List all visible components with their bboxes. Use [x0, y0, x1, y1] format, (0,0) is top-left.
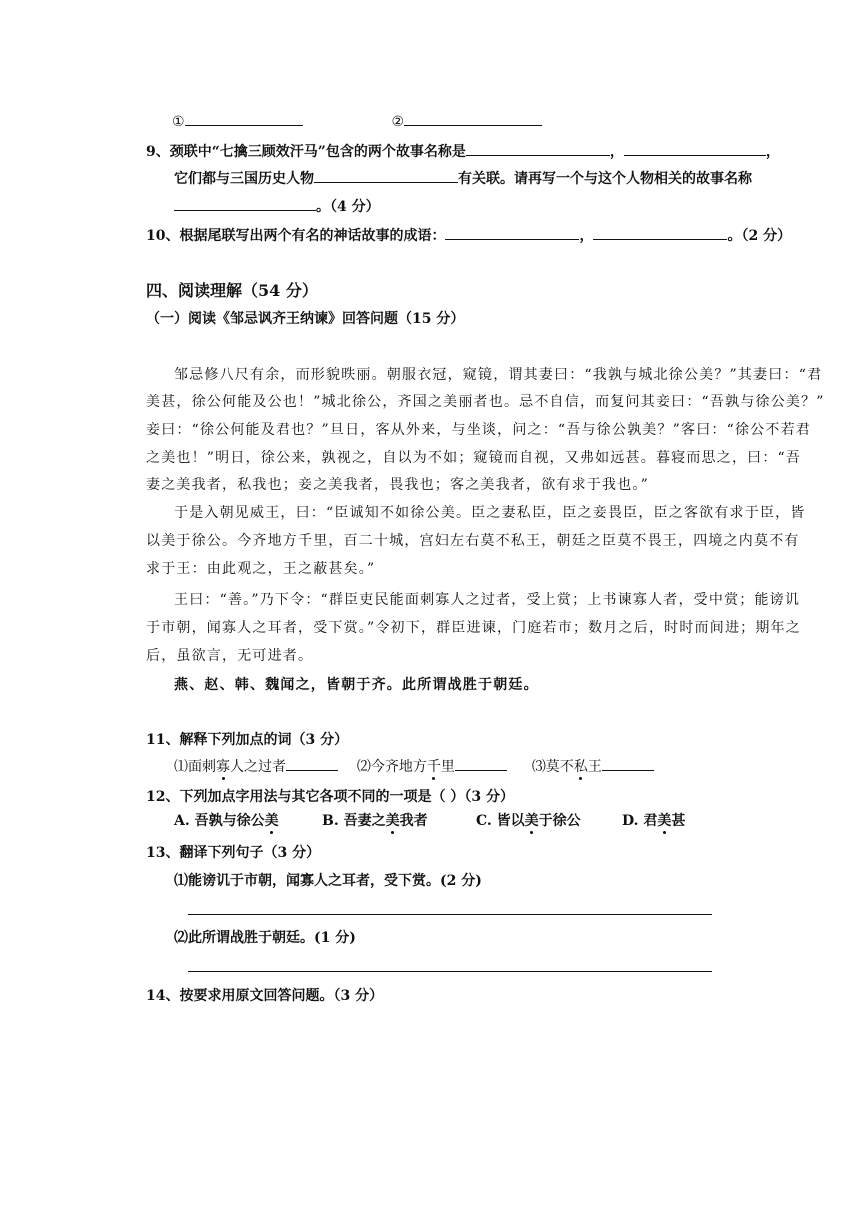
passage-line: 美甚，徐公何能及公也！”城北徐公，齐国之美丽者也。忌不自信，而复问其妾曰：“吾孰与徐公美？”	[146, 394, 825, 410]
passage-line: 王曰：“善。”乃下令：“群臣吏民能面刺寡人之过者，受上赏；上书谏寡人者，受中赏；能谤讥	[174, 592, 801, 608]
q8-answer-row	[172, 110, 542, 132]
q9-blank-person[interactable]	[314, 167, 458, 183]
q13-title: 13、翻译下列句子（3 分）	[146, 845, 321, 861]
q12-option-b-dotted: 美	[385, 813, 400, 829]
q8-marker-2: ②	[391, 114, 405, 130]
q12-option-a[interactable]	[174, 811, 322, 831]
q9-text-a: 它们都与三国历史人物	[174, 171, 314, 187]
q11-items	[174, 755, 654, 777]
q12-option-b[interactable]	[322, 811, 476, 831]
q11-item-2-text: ⑵今齐地方	[356, 759, 427, 775]
q11-blank-1[interactable]	[286, 755, 338, 771]
q9-blank-2[interactable]	[624, 140, 766, 156]
passage-line: 之美也！”明日，徐公来，孰视之，自以为不如；窥镜而自视，又弗如远甚。暮寝而思之，曰：“吾	[146, 450, 802, 466]
passage-line: 妾曰：“徐公何能及君也？”旦日，客从外来，与坐谈，问之：“吾与徐公孰美？”客曰：“徐公不若君	[146, 422, 811, 438]
q9-text-b: 有关联。请再写一个与这个人物相关的故事名称	[458, 171, 752, 187]
passage-line: 于市朝，闻寡人之耳者，受下赏。”令初下，群臣进谏，门庭若市；数月之后，时时而间进；期年之	[146, 620, 801, 636]
q9-blank-1[interactable]	[466, 140, 610, 156]
q9-comma: ，	[609, 144, 624, 160]
q9-score: 。（4 分）	[316, 199, 380, 215]
q12-option-c-text: C. 皆以	[476, 813, 525, 829]
q8-blank-2[interactable]	[404, 110, 542, 126]
q9-line-2	[174, 167, 752, 189]
q11-item-1-dotted: 寡	[216, 759, 230, 775]
q9-blank-story[interactable]	[174, 195, 316, 211]
q11-blank-2[interactable]	[455, 755, 507, 771]
passage-line: 以美于徐公。今齐地方千里，百二十城，宫妇左右莫不私王，朝廷之臣莫不畏王，四境之内莫不有	[146, 533, 800, 549]
section-4-subtitle: （一）阅读《邹忌讽齐王纳谏》回答问题（15 分）	[146, 311, 465, 327]
q12-option-d[interactable]	[622, 811, 685, 831]
q11-item-1-text: ⑴面刺	[174, 759, 216, 775]
q12-option-d-text-end: 甚	[671, 813, 686, 829]
q12-option-c[interactable]	[476, 811, 622, 831]
q13-answer-line-1[interactable]	[188, 914, 712, 915]
q13-answer-line-2[interactable]	[188, 971, 712, 972]
q11-title: 11、解释下列加点的词（3 分）	[146, 732, 349, 748]
q8-marker-1: ①	[172, 114, 185, 130]
q10-prompt: 10、根据尾联写出两个有名的神话故事的成语：	[146, 228, 446, 244]
q12-option-b-text-end: 我者	[399, 813, 428, 829]
q10-score: 。（2 分）	[727, 228, 792, 244]
q12-option-b-text: B. 吾妻之	[322, 813, 386, 829]
q10-blank-2[interactable]	[593, 224, 727, 240]
q11-item-3-text: ⑶莫不	[531, 759, 574, 775]
q10-line	[146, 224, 791, 246]
q13-sentence-2: ⑵此所谓战胜于朝廷。(1 分)	[174, 930, 356, 946]
q9-line-1	[146, 140, 780, 162]
q8-blank-1[interactable]	[185, 110, 303, 126]
passage-line: 后，虽欲言，无可进者。	[146, 648, 314, 664]
section-4-title: 四、阅读理解（54 分）	[146, 281, 318, 300]
q12-options	[174, 811, 685, 831]
q11-item-3-text-end: 王	[587, 759, 602, 775]
q11-item-2-text-end: 里	[440, 759, 455, 775]
q12-option-d-dotted: 美	[657, 813, 672, 829]
q12-option-c-dotted: 美	[524, 813, 539, 829]
passage-line: 求于王：由此观之，王之蔽甚矣。”	[146, 561, 376, 577]
q9-prompt: 9、颈联中“七擒三顾效汗马”包含的两个故事名称是	[146, 144, 466, 160]
q12-option-c-text-end: 于徐公	[538, 813, 581, 829]
q10-blank-1[interactable]	[445, 224, 579, 240]
passage-line: 邹忌修八尺有余，而形貌昳丽。朝服衣冠，窥镜，谓其妻曰：“我孰与城北徐公美？”其妻曰：“君	[174, 367, 823, 383]
passage-line: 于是入朝见威王，曰：“臣诚知不如徐公美。臣之妻私臣，臣之妾畏臣，臣之客欲有求于臣，皆	[174, 505, 806, 521]
passage-line: 燕、赵、韩、魏闻之，皆朝于齐。此所谓战胜于朝廷。	[174, 677, 539, 693]
q12-title: 12、下列加点字用法与其它各项不同的一项是（ ）（3 分）	[146, 789, 514, 805]
q11-item-3-dotted: 私	[573, 759, 588, 775]
q11-item-1-text-end: 人之过者	[230, 759, 286, 775]
q9-comma-2: ，	[765, 144, 780, 160]
q12-option-a-dotted: 美	[264, 813, 279, 829]
q12-option-a-text: A. 吾孰与徐公	[174, 813, 265, 829]
q12-option-d-text: D. 君	[622, 813, 658, 829]
q9-line-3	[174, 195, 380, 217]
passage-line: 妻之美我者，私我也；妾之美我者，畏我也；客之美我者，欲有求于我也。”	[146, 477, 649, 493]
q10-comma: ，	[579, 228, 594, 244]
q11-blank-3[interactable]	[602, 755, 654, 771]
q14-title: 14、按要求用原文回答问题。（3 分）	[146, 988, 384, 1004]
q11-item-2-dotted: 千	[426, 759, 441, 775]
q13-sentence-1: ⑴能谤讥于市朝，闻寡人之耳者，受下赏。(2 分)	[174, 873, 482, 889]
